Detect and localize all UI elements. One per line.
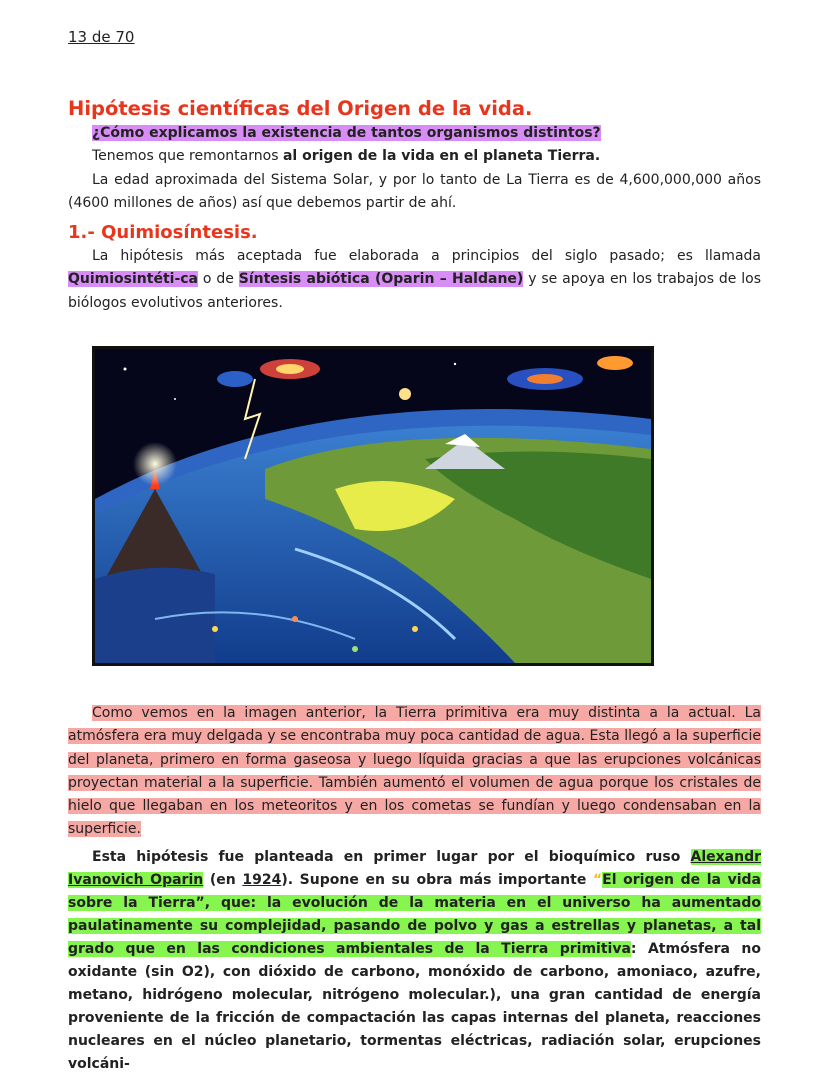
term-sintesis-abiotica: Síntesis abiótica (Oparin – Haldane) [238,271,524,288]
section-text-3: y se apoya en los trabajos de los biólogos evolutivos anteriores. [68,271,761,311]
document-body [68,96,761,315]
intro-bold: al origen de la vida en el planeta Tierra. [282,148,601,165]
oparin-name: Alexandr Ivanovich Oparin [68,848,761,888]
question-line [68,122,761,145]
section-heading: 1.- Quimiosíntesis. [68,222,258,244]
oparin-b: (en [203,871,243,888]
intro-text: Tenemos que remontarnos [92,148,283,165]
intro-paragraph-2: La edad aproximada del Sistema Solar, y por lo tanto de La Tierra es de 4,600,000,000 años (4600 millones de años) así que debemos partir de ahí. [68,171,761,211]
intro-paragraph-1 [68,145,761,168]
section-text-2: o de [198,271,239,288]
oparin-c: ). Supone en su obra más importante [281,871,593,888]
page-title: Hipótesis científicas del Origen de la vida. [68,97,533,120]
term-quimiosintetica: Quimiosintéti-ca [68,271,199,288]
oparin-work-highlight: El origen de la vida sobre la Tierra”, que: la evolución de la materia en el universo ha aumentado paulatinamente su complejidad, pasando de polvo y gas a estrellas y planetas, a tal grado que en las condiciones ambientales de la Tierra primitiva [68,871,761,957]
lower-text [68,702,761,1076]
pink-paragraph [68,702,761,842]
oparin-paragraph [68,846,761,1076]
section-paragraph [68,245,761,315]
oparin-a: Esta hipótesis fue planteada en primer lugar por el bioquímico ruso [92,848,691,865]
page-number: 13 de 70 [68,28,135,46]
primitive-earth-illustration [92,346,654,666]
open-quote: “ [592,871,603,888]
pink-highlight: Como vemos en la imagen anterior, la Tierra primitiva era muy distinta a la actual. La atmósfera era muy delgada y se encontraba muy poca cantidad de agua. Esta llegó a la superficie del planeta, primero en forma gaseosa y luego líquida gracias a que las erupciones volcánicas proyectan material a la superficie. También aumentó el volumen de agua porque los cristales de hielo que llegaban en los meteoritos y en los cometas se fundían y luego condensaban en la superficie. [68,705,761,838]
question-highlight: ¿Cómo explicamos la existencia de tantos organismos distintos? [92,125,601,141]
oparin-d: : Atmósfera no oxidante (sin O2), con dióxido de carbono, monóxido de carbono, amoniaco, azufre, metano, hidrógeno molecular, nitrógeno molecular.), una gran cantidad de energía proveniente de la fricción de compactación las capas internas del planeta, reacciones nucleares en el núcleo planetario, tormentas eléctricas, radiación solar, erupciones volcáni- [68,940,761,1072]
illustration-svg [95,349,651,663]
oparin-year: 1924 [242,871,282,888]
section-text-1: La hipótesis más aceptada fue elaborada a principios del siglo pasado; es llamada [92,248,761,265]
